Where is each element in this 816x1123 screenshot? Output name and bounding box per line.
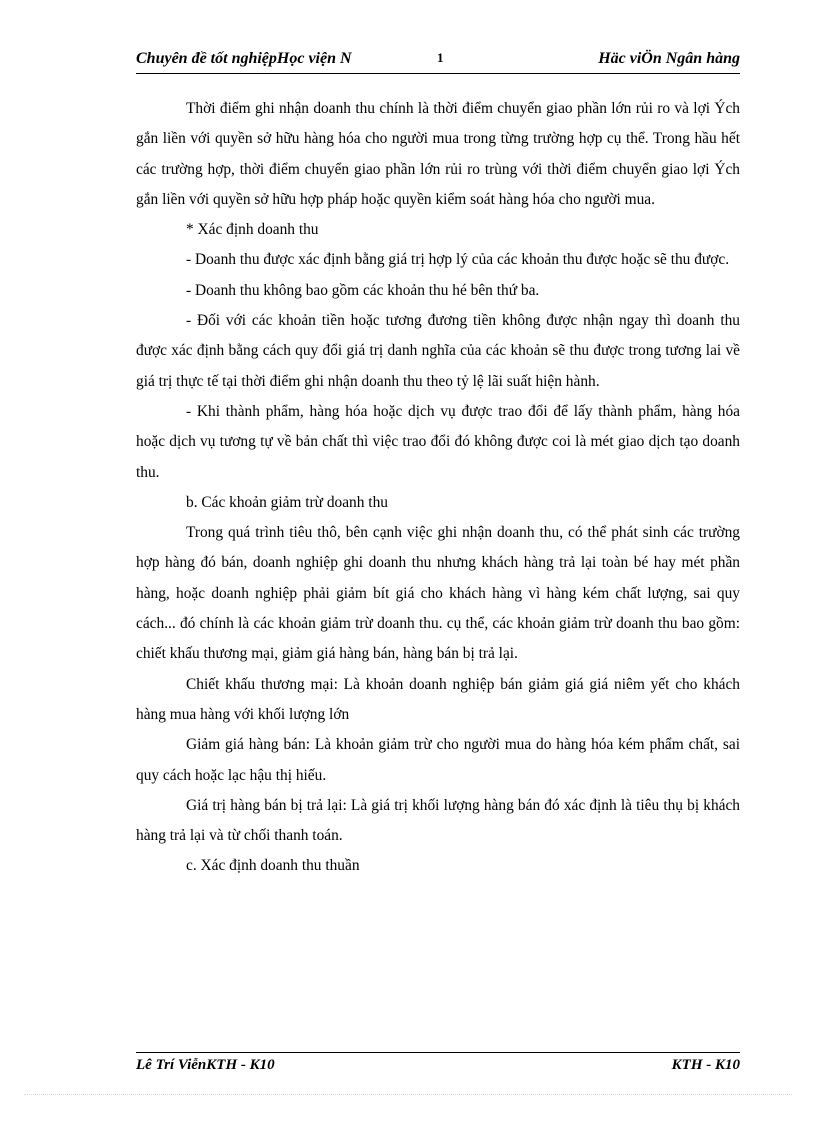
paragraph: Thời điểm ghi nhận doanh thu chính là thời điểm chuyển giao phần lớn rủi ro và lợi Ých gắn liền với quyền sở hữu hàng hóa cho người mua trong từng trường hợp cụ thể. Trong hầu hết các trường hợp, thời điểm chuyển giao phần lớn rủi ro trùng với thời điểm chuyển giao lợi Ých gắn liền với quyền sở hữu hợp pháp hoặc quyền kiểm soát hàng hóa cho người mua. — [136, 100, 740, 208]
paragraph: - Doanh thu không bao gồm các khoản thu hé bên thứ ba. — [186, 281, 540, 299]
paragraph: - Đối với các khoản tiền hoặc tương đương tiền không được nhận ngay thì doanh thu được xác định bằng cách quy đổi giá trị danh nghĩa của các khoản sẽ thu được trong tương lai về giá trị thực tế tại thời điểm ghi nhận doanh thu theo tỷ lệ lãi suất hiện hành. — [136, 312, 740, 390]
paragraph: - Khi thành phẩm, hàng hóa hoặc dịch vụ được trao đổi để lấy thành phẩm, hàng hóa hoặc dịch vụ tương tự về bản chất thì việc trao đổi đó không được coi là mét giao dịch tạo doanh thu. — [136, 402, 740, 481]
section-heading: b. Các khoản giảm trừ doanh thu — [186, 493, 388, 511]
paragraph: * Xác định doanh thu — [186, 221, 319, 239]
section-heading: c. Xác định doanh thu thuần — [186, 857, 360, 875]
document-body — [136, 94, 740, 882]
footer-right-text: KTH - K10 — [671, 1057, 740, 1073]
paragraph: Trong quá trình tiêu thô, bên cạnh việc ghi nhận doanh thu, có thể phát sinh các trường hợp hàng đó bán, doanh nghiệp ghi doanh thu nhưng khách hàng trả lại toàn bé hay mét phần hàng, hoặc doanh nghiệp phải giảm bít giá cho khách hàng vì hàng kém chất lượng, sai quy cách... đó chính là các khoản giảm trừ doanh thu. cụ thể, các khoản giảm trừ doanh thu bao gồm: chiết khấu thương mại, giảm giá hàng bán, hàng bán bị trả lại. — [136, 524, 740, 663]
page-header — [136, 47, 740, 74]
header-left-text: Chuyên đề tốt nghiệpHọc viện N — [136, 50, 352, 67]
paragraph: Giảm giá hàng bán: Là khoản giảm trừ cho người mua do hàng hóa kém phẩm chất, sai quy cách hoặc lạc hậu thị hiếu. — [136, 736, 740, 784]
page-footer — [136, 1052, 740, 1077]
paragraph: - Doanh thu được xác định bằng giá trị hợp lý của các khoản thu được hoặc sẽ thu được. — [186, 251, 730, 269]
paragraph: Giá trị hàng bán bị trả lại: Là giá trị khối lượng hàng bán đó xác định là tiêu thụ bị khách hàng trả lại và từ chối thanh toán. — [136, 796, 740, 845]
footer-left-text: Lê Trí ViễnKTH - K10 — [136, 1057, 275, 1073]
page-bottom-divider — [24, 1094, 792, 1095]
page-number: 1 — [437, 50, 444, 65]
paragraph: Chiết khấu thương mại: Là khoản doanh nghiệp bán giảm giá giá niêm yết cho khách hàng mua hàng với khối lượng lớn — [136, 675, 740, 723]
header-right-text: Häc viÖn Ngân hàng — [598, 50, 740, 67]
